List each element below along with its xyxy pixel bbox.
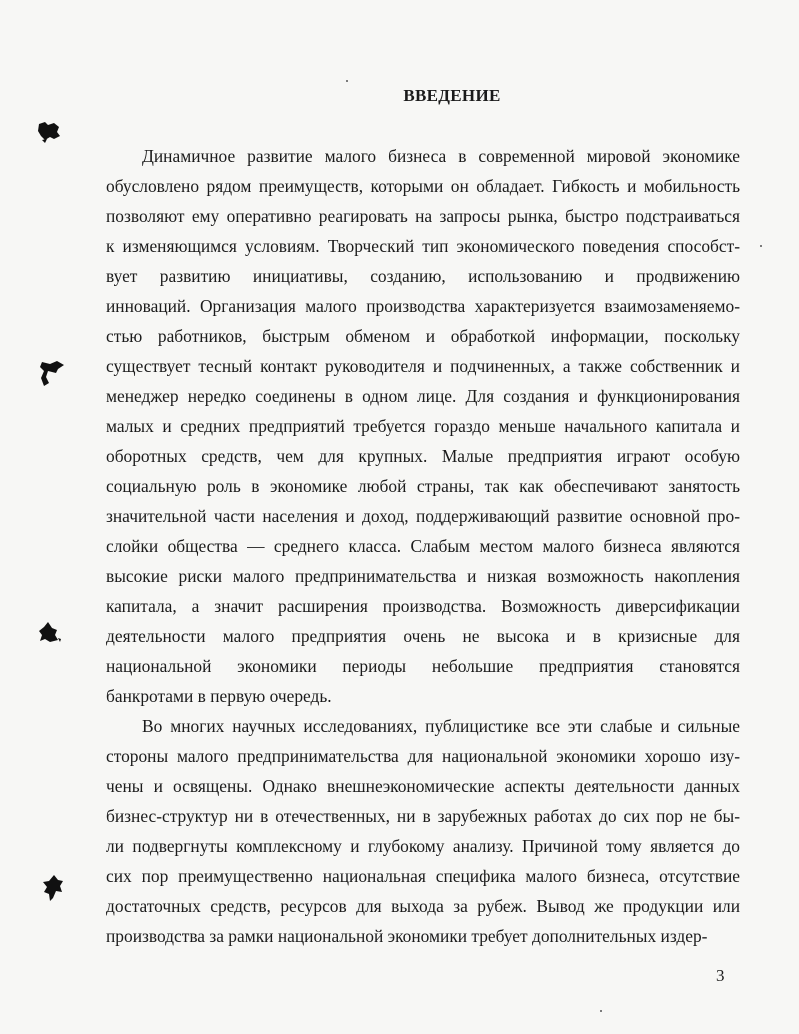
- text-line: значительной части населения и доход, поддерживающий развитие основной про-: [106, 506, 740, 526]
- section-heading: ВВЕДЕНИЕ: [403, 86, 501, 105]
- binding-hole-mark: [40, 872, 66, 904]
- text-line: вует развитию инициативы, созданию, использованию и продвижению: [106, 266, 740, 286]
- scan-speck: [346, 80, 348, 82]
- paragraph: [106, 711, 740, 951]
- text-line: стороны малого предпринимательства для национальной экономики хорошо изу-: [106, 746, 740, 766]
- text-line: ли подвергнуты комплексному и глубокому анализу. Причиной тому является до: [106, 836, 740, 856]
- scan-speck: [760, 245, 762, 247]
- text-line: национальной экономики периоды небольшие предприятия становятся: [106, 656, 740, 676]
- paragraph: [106, 141, 740, 711]
- text-line: стью работников, быстрым обменом и обработкой информации, поскольку: [106, 326, 740, 346]
- text-line: Во многих научных исследованиях, публицистике все эти слабые и сильные: [142, 716, 740, 736]
- binding-hole-mark: [36, 118, 62, 144]
- text-line: оборотных средств, чем для крупных. Малые предприятия играют особую: [106, 446, 740, 466]
- text-line: производства за рамки национальной экономики требует дополнительных издер-: [106, 926, 708, 946]
- text-line: малых и средних предприятий требуется гораздо меньше начального капитала и: [106, 416, 740, 436]
- page-number: 3: [716, 966, 725, 985]
- text-line: сих пор преимущественно национальная специфика малого бизнеса, отсутствие: [106, 866, 740, 886]
- text-line: социальную роль в экономике любой страны, так как обеспечивают занятость: [106, 476, 740, 496]
- binding-hole-mark: [36, 620, 62, 646]
- text-line: обусловлено рядом преимуществ, которыми он обладает. Гибкость и мобильность: [106, 176, 740, 196]
- text-line: высокие риски малого предпринимательства и низкая возможность накопления: [106, 566, 740, 586]
- text-line: достаточных средств, ресурсов для выхода за рубеж. Вывод же продукции или: [106, 896, 740, 916]
- scan-speck: [600, 1010, 602, 1012]
- text-line: бизнес-структур ни в отечественных, ни в зарубежных работах до сих пор не бы-: [106, 806, 740, 826]
- text-line: к изменяющимся условиям. Творческий тип экономического поведения способст-: [106, 236, 740, 256]
- text-line: существует тесный контакт руководителя и подчиненных, а также собственник и: [106, 356, 740, 376]
- text-line: позволяют ему оперативно реагировать на запросы рынка, быстро подстраиваться: [106, 206, 740, 226]
- text-line: банкротами в первую очередь.: [106, 686, 332, 706]
- text-line: слойки общества — среднего класса. Слабым местом малого бизнеса являются: [106, 536, 740, 556]
- text-line: менеджер нередко соединены в одном лице. Для создания и функционирования: [106, 386, 740, 406]
- text-line: Динамичное развитие малого бизнеса в современной мировой экономике: [142, 146, 740, 166]
- text-line: чены и освящены. Однако внешнеэкономические аспекты деятельности данных: [106, 776, 740, 796]
- text-line: капитала, а значит расширения производства. Возможность диверсификации: [106, 596, 740, 616]
- document-body: [106, 141, 740, 951]
- binding-hole-mark: [38, 358, 66, 388]
- text-line: деятельности малого предприятия очень не высока и в кризисные для: [106, 626, 740, 646]
- text-line: инноваций. Организация малого производства характеризуется взаимозаменяемо-: [106, 296, 740, 316]
